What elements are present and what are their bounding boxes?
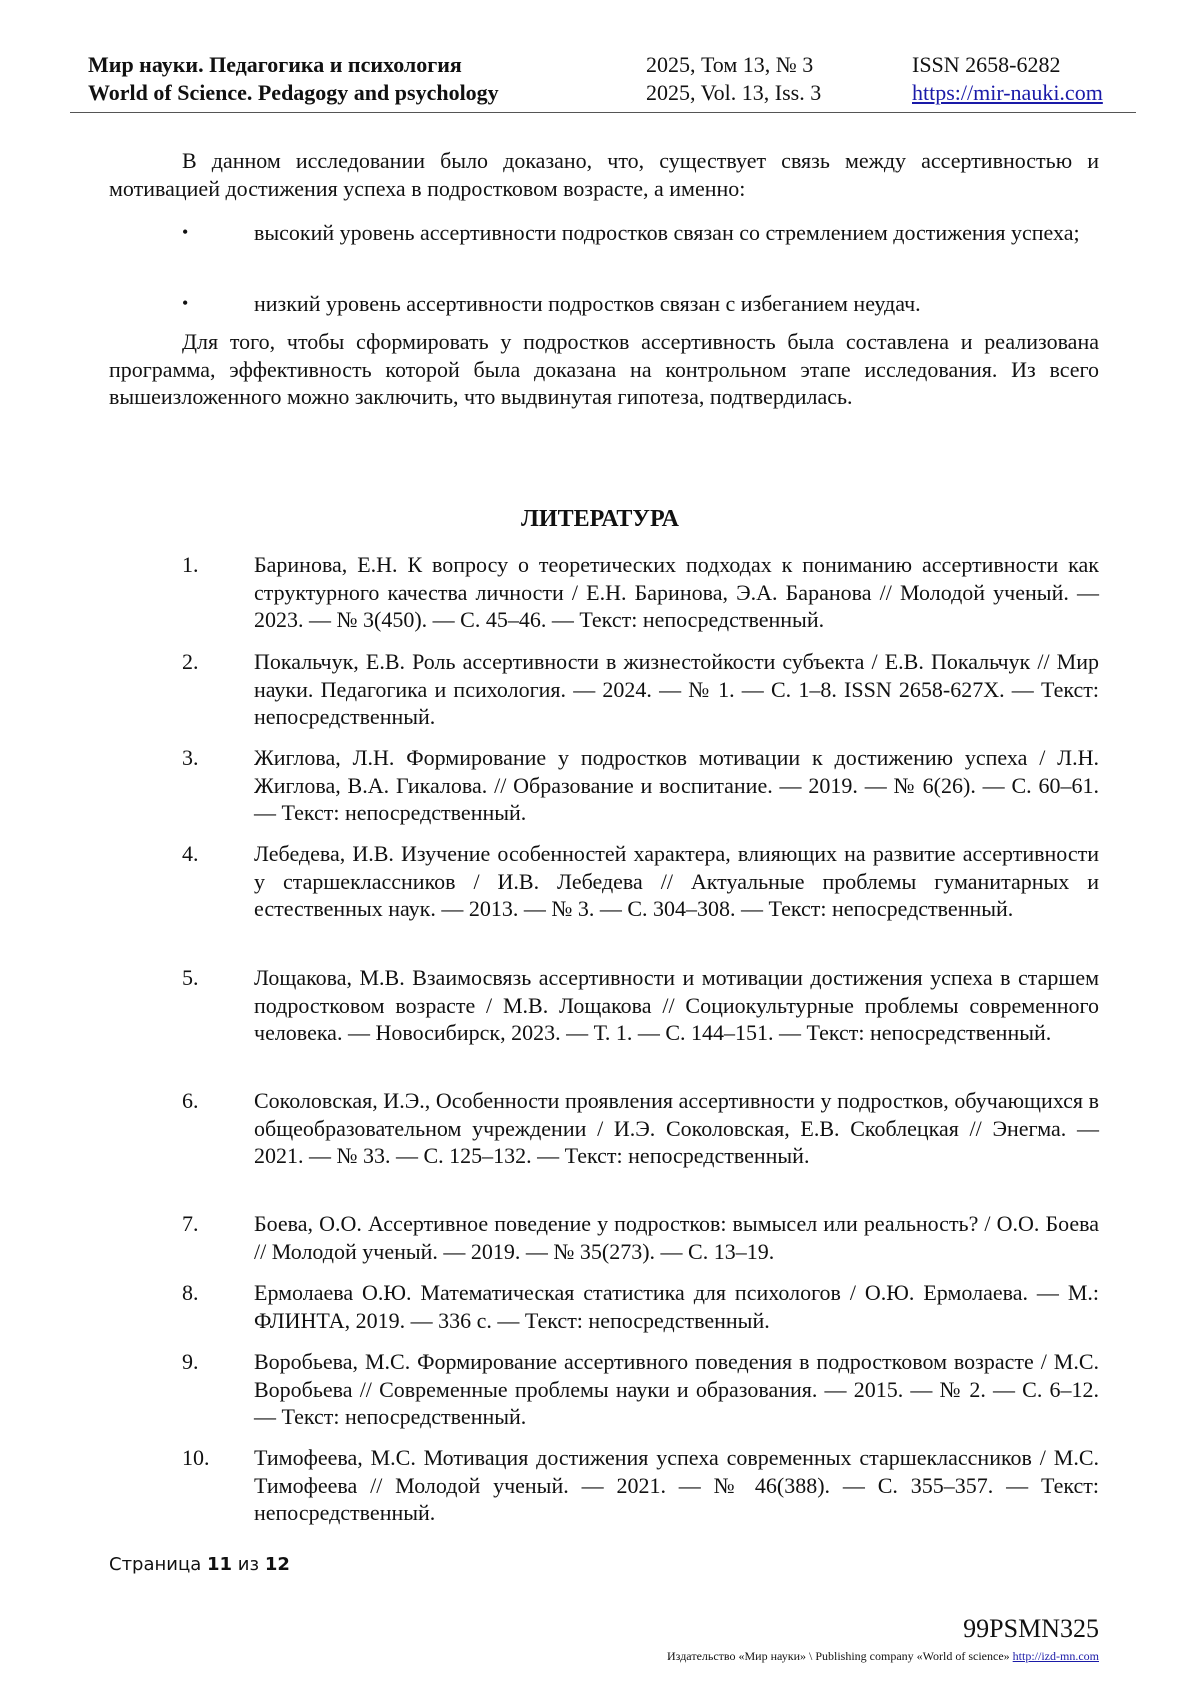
page-total: 12 (264, 1554, 290, 1575)
page-counter (109, 1553, 290, 1577)
reference-number: 10. (182, 1445, 210, 1470)
bullet-item-2: низкий уровень ассертивности подростков связан с избеганием неудач. (254, 291, 921, 316)
header-divider (70, 112, 1136, 113)
reference-number: 4. (182, 841, 199, 866)
reference-number: 7. (182, 1211, 199, 1236)
publisher-line (667, 1648, 1099, 1664)
reference-item-6: Соколовская, И.Э., Особенности проявления ассертивности у подростков, обучающихся в общеобразовательном учреждении / И.Э. Соколовская, Е.В. Скоблецкая // Энегма. — 2021. — № 33. — С. 125–132. — Текст: непосредственный. (254, 1088, 1099, 1169)
reference-item-2: Покальчук, Е.В. Роль ассертивности в жизнестойкости субъекта / Е.В. Покальчук // Мир науки. Педагогика и психология. — 2024. — № 1. — С. 1–8. ISSN 2658-627X. — Текст: непосредственный. (254, 649, 1099, 730)
bullet-icon: • (182, 222, 189, 242)
issue-en: 2025, Vol. 13, Iss. 3 (646, 80, 822, 105)
publisher-link[interactable]: http://izd-mn.com (1012, 1649, 1099, 1663)
reference-number: 9. (182, 1349, 199, 1374)
references-heading: ЛИТЕРАТУРА (521, 506, 679, 532)
issue-ru: 2025, Том 13, № 3 (646, 52, 814, 77)
reference-number: 5. (182, 965, 199, 990)
page-word: Страница (109, 1554, 202, 1575)
issn: ISSN 2658-6282 (912, 52, 1061, 77)
reference-item-1: Баринова, Е.Н. К вопросу о теоретических подходах к пониманию ассертивности как структурного качества личности / Е.Н. Баринова, Э.А. Баранова // Молодой ученый. — 2023. — № 3(450). — С. 45–46. — Текст: непосредственный. (254, 552, 1099, 633)
reference-item-7: Боева, О.О. Ассертивное поведение у подростков: вымысел или реальность? / О.О. Боева // Молодой ученый. — 2019. — № 35(273). — С. 13–19. (254, 1211, 1099, 1264)
page-current: 11 (207, 1554, 233, 1575)
article-code: 99PSMN325 (963, 1614, 1099, 1643)
reference-item-5: Лощакова, М.В. Взаимосвязь ассертивности и мотивации достижения успеха в старшем подростковом возрасте / М.В. Лощакова // Социокультурные проблемы современного человека. — Новосибирск, 2023. — Т. 1. — С. 144–151. — Текст: непосредственный. (254, 965, 1099, 1046)
reference-item-3: Жиглова, Л.Н. Формирование у подростков мотивации к достижению успеха / Л.Н. Жиглова, В.А. Гикалова. // Образование и воспитание. — 2019. — № 6(26). — С. 60–61. — Текст: непосредственный. (254, 745, 1099, 826)
journal-title-en: World of Science. Pedagogy and psychology (88, 80, 499, 105)
reference-item-8: Ермолаева О.Ю. Математическая статистика для психологов / О.Ю. Ермолаева. — М.: ФЛИНТА, 2019. — 336 с. — Текст: непосредственный. (254, 1280, 1099, 1333)
conclusion-paragraph: Для того, чтобы сформировать у подростков ассертивность была составлена и реализована программа, эффективность которой была доказана на контрольном этапе исследования. Из всего вышеизложенного можно заключить, что выдвинутая гипотеза, подтвердилась. (109, 329, 1099, 410)
reference-number: 1. (182, 552, 199, 577)
page-of: из (237, 1554, 260, 1575)
reference-item-10: Тимофеева, М.С. Мотивация достижения успеха современных старшеклассников / М.С. Тимофеева // Молодой ученый. — 2021. — № 46(388). — С. 355–357. — Текст: непосредственный. (254, 1445, 1099, 1526)
intro-paragraph: В данном исследовании было доказано, что, существует связь между ассертивностью и мотивацией достижения успеха в подростковом возрасте, а именно: (109, 148, 1099, 201)
journal-title-ru: Мир науки. Педагогика и психология (88, 52, 462, 77)
reference-item-4: Лебедева, И.В. Изучение особенностей характера, влияющих на развитие ассертивности у старшеклассников / И.В. Лебедева // Актуальные проблемы гуманитарных и естественных наук. — 2013. — № 3. — С. 304–308. — Текст: непосредственный. (254, 841, 1099, 922)
reference-number: 8. (182, 1280, 199, 1305)
reference-number: 3. (182, 745, 199, 770)
reference-item-9: Воробьева, М.С. Формирование ассертивного поведения в подростковом возрасте / М.С. Воробьева // Современные проблемы науки и образования. — 2015. — № 2. — С. 6–12. — Текст: непосредственный. (254, 1349, 1099, 1430)
bullet-icon: • (182, 293, 189, 313)
publisher-text: Издательство «Мир науки» \ Publishing company «World of science» (667, 1649, 1010, 1663)
bullet-item-1: высокий уровень ассертивности подростков связан со стремлением достижения успеха; (254, 220, 1080, 245)
reference-number: 6. (182, 1088, 199, 1113)
journal-site-link[interactable]: https://mir-nauki.com (912, 80, 1103, 105)
reference-number: 2. (182, 649, 199, 674)
